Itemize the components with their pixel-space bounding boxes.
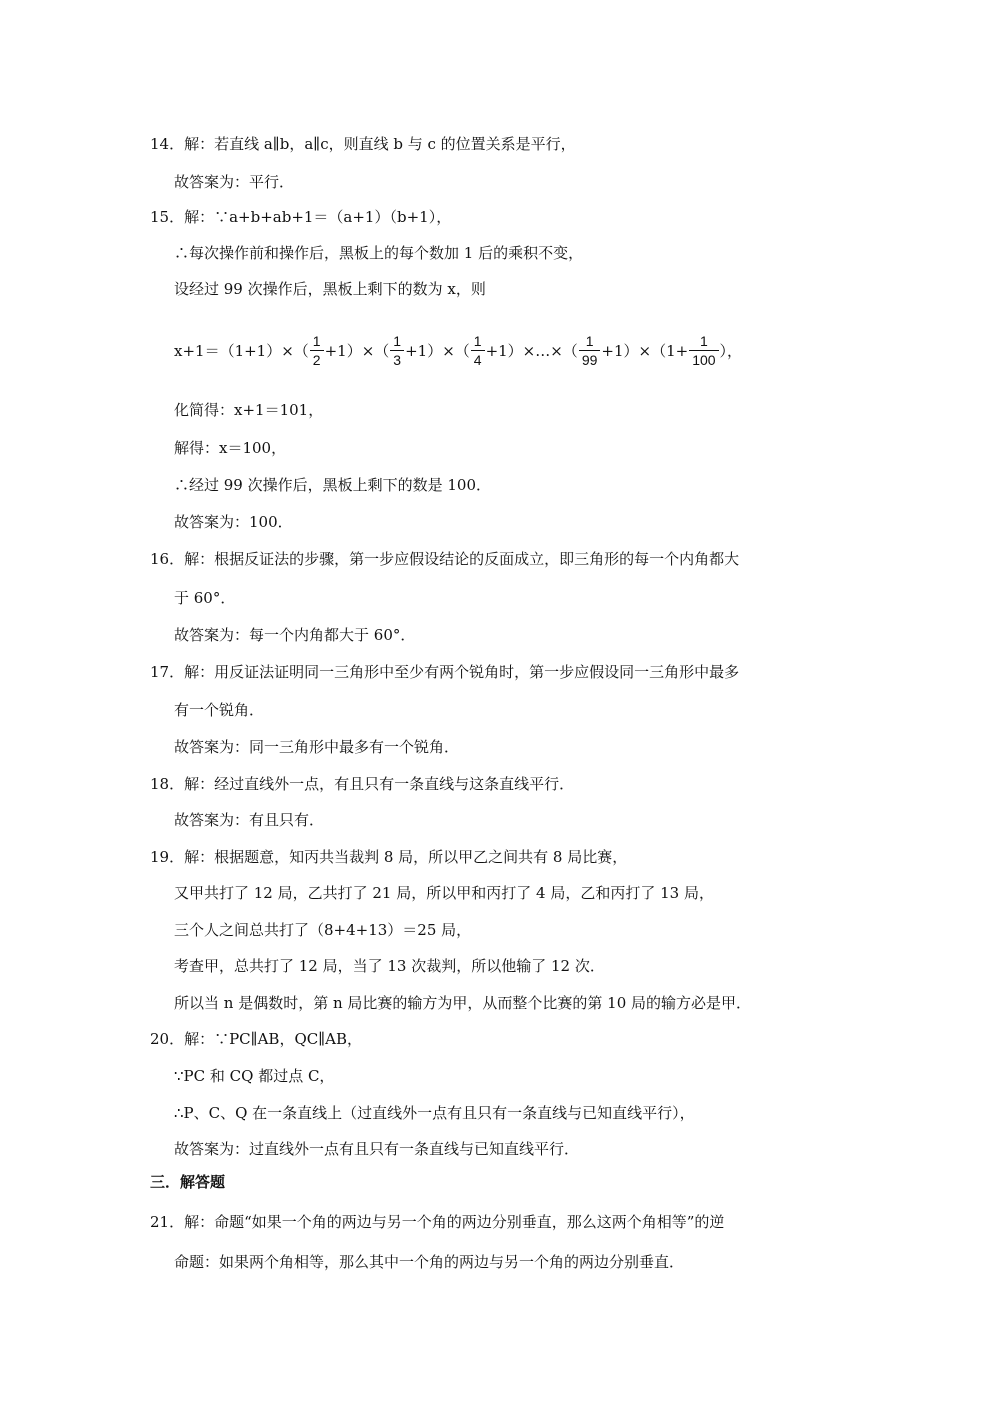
fraction-1-100: $\frac{1}{100}$ (689, 332, 718, 369)
formula-seg-4: +1）×…×（ (485, 341, 578, 360)
text-line-p15e: 解得：x＝100， (174, 439, 287, 457)
text-line-p15d: 化简得：x+1＝101， (174, 401, 324, 419)
text-line-sec3: 三．解答题 (150, 1173, 226, 1191)
fraction-1-3: $\frac{1}{3}$ (390, 332, 404, 369)
text-line-p20c: ∴P、C、Q 在一条直线上（过直线外一点有且只有一条直线与已知直线平行）， (174, 1104, 695, 1122)
fraction-1-2: $\frac{1}{2}$ (310, 332, 324, 369)
text-line-p15g: 故答案为：100． (174, 513, 293, 531)
formula-seg-1: x+1＝（1+1）×（ (174, 341, 309, 360)
text-line-p20a: 20．解：∵PC∥AB，QC∥AB， (150, 1030, 363, 1048)
formula-seg-6: ）， (719, 341, 743, 360)
formula-seg-5: +1）×（1+ (601, 341, 689, 360)
text-line-p14b: 故答案为：平行． (174, 173, 295, 191)
fraction-1-99: $\frac{1}{99}$ (579, 332, 601, 369)
text-line-p21a: 21．解：命题“如果一个角的两边与另一个角的两边分别垂直，那么这两个角相等”的逆 (150, 1213, 725, 1231)
text-line-p16c: 故答案为：每一个内角都大于 60°． (174, 626, 416, 644)
text-line-p19c: 三个人之间总共打了（8+4+13）＝25 局， (174, 921, 472, 939)
text-line-p19a: 19．解：根据题意，知丙共当裁判 8 局，所以甲乙之间共有 8 局比赛， (150, 848, 628, 866)
text-line-p21b: 命题：如果两个角相等，那么其中一个角的两边与另一个角的两边分别垂直． (174, 1253, 685, 1271)
text-line-p18b: 故答案为：有且只有． (174, 811, 325, 829)
text-line-p18a: 18．解：经过直线外一点，有且只有一条直线与这条直线平行． (150, 775, 575, 793)
text-line-p17a: 17．解：用反证法证明同一三角形中至少有两个锐角时，第一步应假设同一三角形中最多 (150, 663, 740, 681)
product-formula (174, 326, 742, 374)
fraction-1-4: $\frac{1}{4}$ (471, 332, 485, 369)
text-line-p20d: 故答案为：过直线外一点有且只有一条直线与已知直线平行． (174, 1140, 580, 1158)
text-line-p15a: 15．解：∵a+b+ab+1＝（a+1）（b+1）， (150, 208, 452, 226)
text-line-p15c: 设经过 99 次操作后，黑板上剩下的数为 x，则 (174, 280, 486, 298)
text-line-p19d: 考查甲，总共打了 12 局，当了 13 次裁判，所以他输了 12 次． (174, 957, 605, 975)
text-line-p14a: 14．解：若直线 a∥b，a∥c，则直线 b 与 c 的位置关系是平行， (150, 135, 576, 153)
text-line-p15f: ∴经过 99 次操作后，黑板上剩下的数是 100． (174, 476, 492, 494)
text-line-p15b: ∴每次操作前和操作后，黑板上的每个数加 1 后的乘积不变， (174, 244, 584, 262)
text-line-p19e: 所以当 n 是偶数时，第 n 局比赛的输方为甲，从而整个比赛的第 10 局的输方必是甲． (174, 994, 752, 1012)
text-line-p19b: 又甲共打了 12 局，乙共打了 21 局，所以甲和丙打了 4 局，乙和丙打了 13 局， (174, 884, 714, 902)
text-line-p16a: 16．解：根据反证法的步骤，第一步应假设结论的反面成立，即三角形的每一个内角都大 (150, 550, 740, 568)
formula-seg-3: +1）×（ (405, 341, 470, 360)
text-line-p17c: 故答案为：同一三角形中最多有一个锐角． (174, 738, 460, 756)
text-line-p16b: 于 60°． (174, 589, 236, 607)
text-line-p20b: ∵PC 和 CQ 都过点 C， (174, 1067, 335, 1085)
text-line-p17b: 有一个锐角． (174, 701, 265, 719)
formula-seg-2: +1）×（ (324, 341, 390, 360)
